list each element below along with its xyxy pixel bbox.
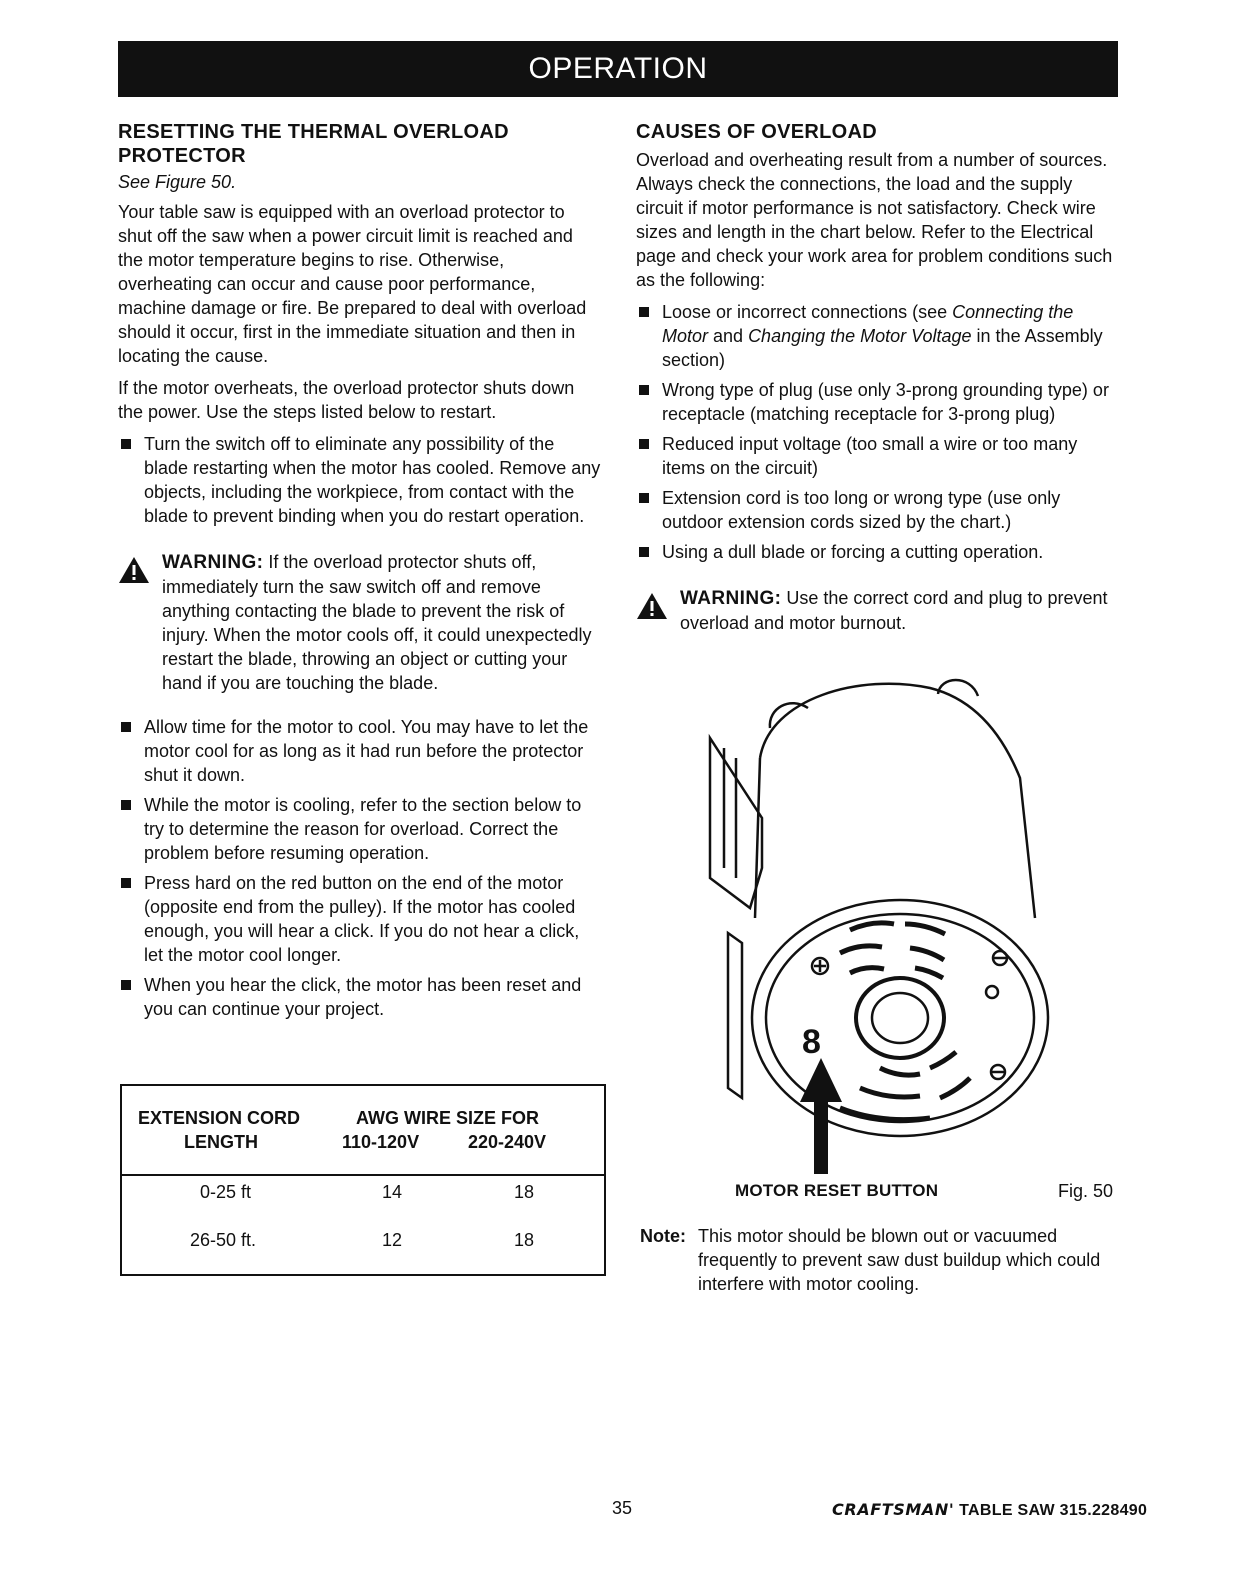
left-column — [118, 120, 602, 1027]
col-length-header-2: LENGTH — [184, 1132, 258, 1152]
warning-triangle-icon — [118, 550, 162, 695]
col-length-header-1: EXTENSION CORD — [138, 1108, 301, 1128]
restart-paragraph: If the motor overheats, the overload protector shuts down the power. Use the steps listed below to restart. — [118, 378, 575, 422]
list-item: When you hear the click, the motor has been reset and you can continue your project. — [118, 973, 602, 1021]
restart-steps-1 — [118, 432, 602, 528]
list-item: While the motor is cooling, refer to the section below to try to determine the reason for overload. Correct the problem before resuming operation. — [118, 793, 602, 865]
cause-text: and — [708, 326, 749, 346]
brand-logo: CRAFTSMAN' — [832, 1500, 955, 1519]
warning-label: WARNING: — [680, 588, 782, 609]
table-cell: 26-50 ft. — [190, 1230, 257, 1250]
list-item: Wrong type of plug (use only 3-prong grounding type) or receptacle (matching receptacle for 3-prong plug) — [636, 378, 1120, 426]
list-item — [636, 300, 1120, 372]
heading-line-2: PROTECTOR — [118, 145, 246, 167]
table-header — [122, 1086, 604, 1176]
resetting-heading — [118, 120, 602, 168]
cause-ref: Connecting the Motor — [662, 302, 1074, 346]
warning-label: WARNING: — [162, 552, 264, 573]
causes-heading: CAUSES OF OVERLOAD — [636, 121, 877, 143]
product-name: TABLE SAW 315.228490 — [959, 1502, 1148, 1519]
list-item: Turn the switch off to eliminate any possibility of the blade restarting when the motor has cooled. Remove any objects, including the workpiece, from contact with the blade to prevent binding when you do restart operation. — [118, 432, 602, 528]
causes-paragraph: Overload and overheating result from a number of sources. Always check the connections, the load and the supply circuit if motor performance is not satisfactory. Check wire sizes and length in the chart below. Refer to the Electrical page and check your work area for problem conditions such as the following: — [636, 150, 1113, 290]
list-item: Using a dull blade or forcing a cutting operation. — [636, 540, 1120, 564]
col-110-header: 110-120V — [342, 1132, 420, 1152]
section-title: OPERATION — [528, 52, 708, 85]
warning-triangle-icon — [636, 586, 680, 635]
table-cell: 12 — [382, 1230, 403, 1250]
heading-line-1: RESETTING THE THERMAL OVERLOAD — [118, 121, 509, 143]
table-cell: 0-25 ft — [200, 1182, 252, 1202]
table-cell: 14 — [382, 1182, 403, 1202]
cause-text: Loose or incorrect connections (see — [662, 302, 953, 322]
page-number: 35 — [612, 1498, 633, 1518]
extension-cord-table — [120, 1084, 606, 1276]
figure-number: Fig. 50 — [1058, 1181, 1114, 1201]
list-item: Extension cord is too long or wrong type (use only outdoor extension cords sized by the chart.) — [636, 486, 1120, 534]
section-banner — [118, 41, 1118, 97]
intro-paragraph: Your table saw is equipped with an overload protector to shut off the saw when a power circuit limit is reached and the motor temperature begins to rise. Otherwise, overheating can occur and cause poor performance, machine damage or fire. Be prepared to deal with overload should it occur, first in the immediate situation and then in locating the cause. — [118, 202, 587, 366]
table-cell: 18 — [514, 1230, 535, 1250]
col-awg-header: AWG WIRE SIZE FOR — [356, 1108, 539, 1128]
maintenance-note — [640, 1224, 1120, 1296]
list-item: Press hard on the red button on the end of the motor (opposite end from the pulley). If the motor has cooled enough, you will hear a click. If you do not hear a click, let the motor cool longer. — [118, 871, 602, 967]
restart-steps-2 — [118, 715, 602, 1021]
list-item: Reduced input voltage (too small a wire or too many items on the circuit) — [636, 432, 1120, 480]
note-label: Note: — [640, 1226, 686, 1246]
svg-text:8: 8 — [802, 1023, 821, 1061]
note-text: This motor should be blown out or vacuumed frequently to prevent saw dust buildup which could interfere with motor cooling. — [698, 1226, 1101, 1294]
cause-ref: Changing the Motor Voltage — [748, 326, 972, 346]
right-column — [636, 120, 1120, 655]
motor-illustration — [700, 668, 1120, 1178]
cause-text: in the Assembly section) — [662, 326, 1103, 370]
col-220-header: 220-240V — [468, 1132, 547, 1152]
table-cell: 18 — [514, 1182, 535, 1202]
causes-list — [636, 300, 1120, 564]
figure-reference: See Figure 50. — [118, 172, 237, 192]
list-item: Allow time for the motor to cool. You may have to let the motor cool for as long as it had run before the protector shut it down. — [118, 715, 602, 787]
warning-text: Use the correct cord and plug to prevent overload and motor burnout. — [680, 588, 1108, 633]
cord-warning — [636, 586, 1120, 635]
overload-warning — [118, 550, 602, 695]
warning-text: If the overload protector shuts off, immediately turn the saw switch off and remove anything contacting the blade to prevent the risk of injury. When the motor cools off, it could unexpectedly restart the blade, throwing an object or cutting your hand if you are touching the blade. — [162, 552, 592, 693]
footer-product — [832, 1500, 1147, 1520]
figure-caption: MOTOR RESET BUTTON — [735, 1181, 939, 1200]
